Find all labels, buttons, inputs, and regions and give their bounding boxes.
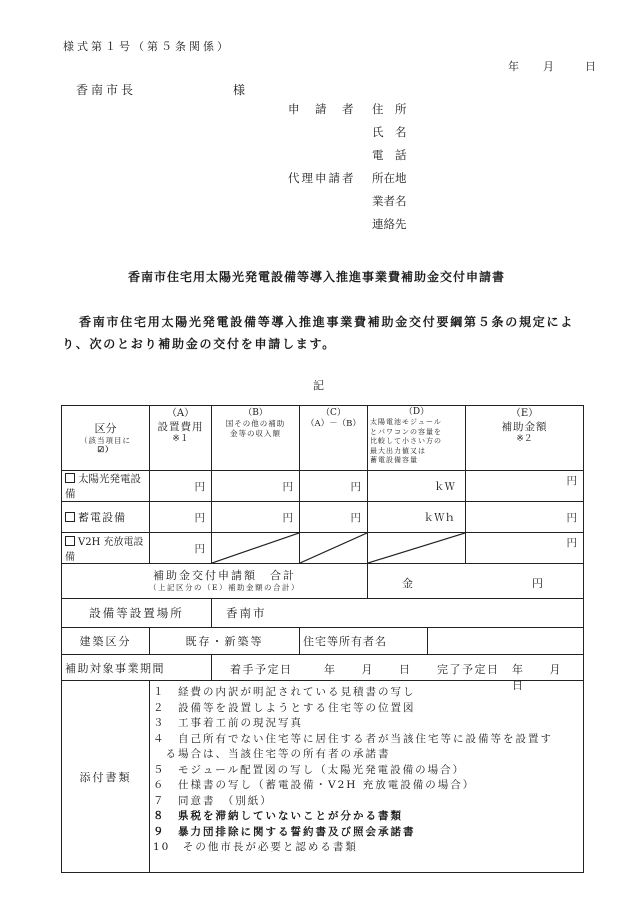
attach-list: [150, 681, 584, 873]
row-name: 太陽光発電設備: [62, 471, 150, 502]
cell-b-void: [212, 533, 300, 564]
total-yen: 円: [532, 577, 543, 590]
list-item: ６ 仕様書の写し（蓄電設備・V2H 充放電設備の場合）: [153, 779, 476, 791]
period-row: [62, 655, 584, 681]
list-item: ３ 工事着工前の現況写真: [153, 717, 303, 729]
list-item: ８ 県税を滞納していないことが分かる書類: [153, 810, 403, 822]
list-item: １ 経費の内訳が明記されている見積書の写し: [153, 686, 416, 698]
applicant-label: 申 請 者: [288, 102, 356, 116]
cell-b: 円: [212, 502, 300, 533]
row-name: 蓄電設備: [62, 502, 150, 533]
total-label-cell: 補助金交付申請額 合計 （上記区分の（E）補助金額の合計）: [62, 564, 368, 599]
applicant-address: 住 所: [372, 102, 407, 116]
body-line-1: 香南市住宅用太陽光発電設備等導入推進事業費補助金交付要綱第５条の規定によ: [79, 315, 575, 329]
agent-company: 業者名: [372, 194, 407, 208]
table-row: [62, 533, 584, 564]
date-month: 月: [543, 60, 554, 73]
agent-location: 所在地: [372, 171, 407, 185]
checkbox[interactable]: [65, 536, 75, 546]
list-item: 10 その他市長が必要と認める書類: [153, 841, 358, 853]
list-item: ５ モジュール配置図の写し（太陽光発電設備の場合）: [153, 763, 466, 776]
diagonal-strike: [212, 533, 299, 563]
addressee-name: 香南市長: [76, 83, 137, 97]
header-e: （E） 補助金額 ※２: [466, 406, 584, 471]
date-year: 年: [508, 60, 519, 73]
building-row: [62, 628, 584, 655]
cell-e: 円: [466, 471, 584, 502]
diagonal-strike: [368, 533, 465, 563]
header-b: （B） 国その他の補助 金等の収入額: [212, 406, 300, 471]
cell-d: ｋＷ: [368, 471, 466, 502]
date-day: 日: [585, 60, 596, 73]
header-d: （D） 太陽電池モジュール とパワコンの容量を 比較して小さい方の 最大出力値又は 蓄電設備容量: [368, 406, 466, 471]
start-ym: 年 月 日: [324, 663, 412, 676]
diagonal-strike: [300, 533, 367, 563]
ki-mark: 記: [313, 379, 324, 392]
start-label: 着手予定日: [230, 663, 293, 676]
cell-c: 円: [300, 471, 368, 502]
form-number: 様式第１号（第５条関係）: [63, 40, 231, 53]
document-title: 香南市住宅用太陽光発電設備等導入推進事業費補助金交付申請書: [128, 270, 506, 284]
table-row: [62, 502, 584, 533]
period-dates: [212, 655, 587, 692]
list-item: ４ 自己所有でない住宅等に居住する者が当該住宅等に設備等を設置す: [153, 732, 553, 745]
list-item: ７ 同意書 （別紙）: [153, 794, 273, 807]
header-c: （C） （A）－（B）: [300, 406, 368, 471]
checkbox[interactable]: [65, 473, 75, 483]
cell-a: 円: [150, 533, 212, 564]
cell-e: 円: [466, 533, 584, 564]
header-a: （A） 設置費用 ※１: [150, 406, 212, 471]
cell-b: 円: [212, 471, 300, 502]
attach-label: 添付書類: [62, 681, 150, 873]
list-item: ２ 設備等を設置しようとする住宅等の位置図: [153, 701, 416, 714]
list-item: る場合は、当該住宅等の所有者の承諾書: [153, 748, 391, 760]
header-kubun: 区分 （該当項目に ☑）: [62, 406, 150, 471]
building-label: 建築区分: [62, 628, 150, 655]
owner-value: [428, 628, 584, 655]
attachments-row: [62, 681, 584, 873]
cell-e: 円: [466, 502, 584, 533]
location-label: 設備等設置場所: [62, 599, 212, 628]
location-row: [62, 599, 584, 628]
end-ym: 年 月 日: [512, 663, 587, 692]
applicant-name: 氏 名: [372, 125, 407, 139]
end-label: 完了予定日: [437, 663, 500, 676]
cell-c: 円: [300, 502, 368, 533]
cell-d: ｋＷｈ: [368, 502, 466, 533]
agent-contact: 連絡先: [372, 217, 407, 231]
table-row: [62, 471, 584, 502]
total-amount-cell: [368, 564, 584, 599]
location-value: 香南市: [212, 599, 584, 628]
cell-a: 円: [150, 471, 212, 502]
agent-label: 代理申請者: [288, 171, 356, 185]
applicant-phone: 電 話: [372, 148, 407, 162]
checkbox[interactable]: [65, 512, 75, 522]
body-line-2: り、次のとおり補助金の交付を申請します。: [62, 337, 337, 351]
row-name: V2H 充放電設備: [62, 533, 150, 564]
cell-d-void: [368, 533, 466, 564]
owner-label: 住宅等所有者名: [300, 628, 428, 655]
cell-c-void: [300, 533, 368, 564]
period-label: 補助対象事業期間: [62, 655, 212, 681]
addressee-honorific: 様: [233, 83, 246, 97]
cell-a: 円: [150, 502, 212, 533]
building-value: 既存・新築等: [150, 628, 300, 655]
total-kin: 金: [402, 577, 413, 590]
list-item: ９ 暴力団排除に関する誓約書及び照会承諾書: [153, 825, 416, 838]
application-table: [61, 405, 587, 873]
total-row: [62, 564, 584, 599]
